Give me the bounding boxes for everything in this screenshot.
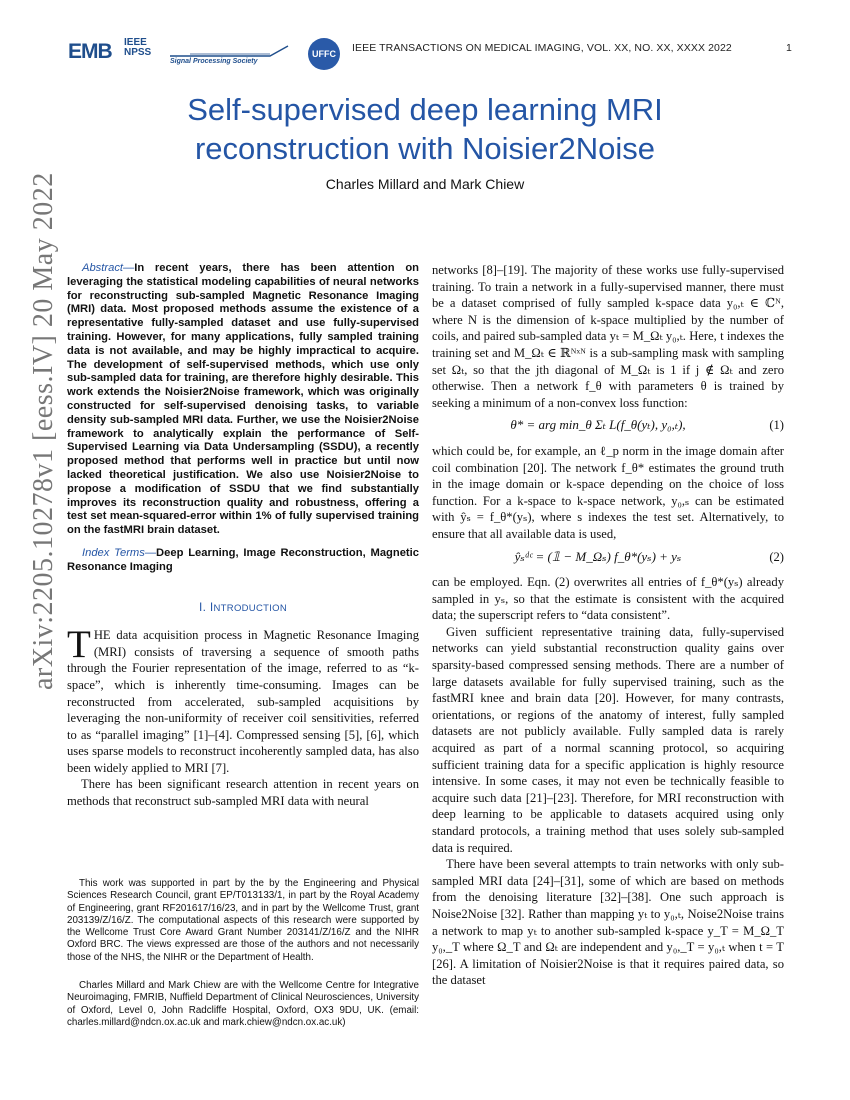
- authors: Charles Millard and Mark Chiew: [325, 176, 525, 192]
- npss-logo: IEEE NPSS: [124, 37, 152, 58]
- abstract-text: In recent years, there has been attention on leveraging the statistical modeling capabilities of neural networks for reconstructing sub-sampled Magnetic Resonance Imaging (MRI) data. Most proposed methods assume the existence of a representative fully-sampled dataset and use fully-supervised training. However, for many applications, fully sampled training data is not available, and may be highly impractical to acquire. The development of self-supervised methods, which use only sub-sampled data for training, are therefore highly desirable. This work extends the Noisier2Noise framework, which was originally constructed for self-supervised denoising tasks, to variable density sub-sampled MRI data. Further, we use the Noisier2Noise framework to analytically explain the performance of Self-Supervised Learning via Data Undersampling (SSDU), a recently proposed method that performs well in practice but until now lacked theoretical justification. We also use Noisier2Noise to propose a modification of SSDU that we find substantially improves its reconstruction quality and robustness, offering a test set mean-squared-error within 1% of fully supervised training on the fastMRI brain dataset.: [67, 262, 419, 537]
- drop-cap: T: [67, 623, 91, 667]
- society-logos: [68, 38, 343, 72]
- right-paragraph-2: which could be, for example, an ℓ_p norm in the image domain after coil combination [20]. The network f_θ* estimates the ground truth in the image domain or k-space depending on the choice of loss function. For a k-space to k-space network, y₀,ₛ can be estimated with ŷₛ = f_θ*(yₛ), where s indexes the test set. Alternatively, to ensure that all available data is used,: [432, 443, 784, 541]
- abstract-label: Abstract—: [82, 262, 135, 274]
- equation-1: [432, 417, 784, 434]
- equation-2-body: ŷₛᵈᶜ = (𝟙 − M_Ωₛ) f_θ*(yₛ) + yₛ: [514, 548, 682, 564]
- abstract: [67, 262, 419, 538]
- sps-logo: Signal Processing Society: [170, 44, 320, 70]
- left-column: [67, 262, 419, 810]
- page-number: 1: [786, 42, 792, 54]
- right-paragraph-5: There have been several attempts to train networks with only sub-sampled MRI data [24]–[31], some of which are based on methods from the denoising literature [32]–[38]. One such approach is Noise2Noise [32]. Rather than mapping yₜ to y₀,ₜ, Noise2Noise trains a network to map yₜ to another sub-sampled k-space y_T = M_Ω_T y₀,_T where Ω_T and Ωₜ are independent and y₀,_T = y₀,ₜ when t = T [26]. A limitation of Noisier2Noise is that it requires paired data, so the dataset: [432, 857, 784, 988]
- emb-logo: EMB: [68, 40, 112, 63]
- equation-1-body: θ* = arg min_θ Σₜ L(f_θ(yₜ), y₀,ₜ),: [510, 417, 686, 433]
- right-column: [432, 262, 784, 989]
- section-heading-introduction: I. INTRODUCTION: [198, 599, 288, 614]
- paper-title: Self-supervised deep learning MRI reconstruction with Noisier2Noise: [187, 92, 663, 166]
- intro-paragraph-2: There has been significant research attention in recent years on methods that reconstruct sub-sampled MRI data with neural: [67, 777, 419, 809]
- footnote-funding: This work was supported in part by the by the Engineering and Physical Sciences Research Council, grant EP/T013133/1, in part by the Royal Academy of Engineering, grant RF201617/16/23, and in part by the Wellcome Trust, grant 203139/Z/16/Z. The computational aspects of this research were supported by the Wellcome Trust Core Award Grant Number 203141/Z/16/Z and the NIHR Oxford BRC. The views expressed are those of the authors and not necessarily those of the NHS, the NIHR or the Department of Health.: [67, 878, 419, 963]
- equation-2-number: (2): [769, 549, 784, 564]
- right-paragraph-1: networks [8]–[19]. The majority of these works use fully-supervised training. To train a network in a fully-supervised manner, there must be a dataset comprised of fully sampled k-space data y₀,ₜ ∈ ℂᴺ, where N is the dimension of k-space multiplied by the number of coils, and paired sub-sampled data yₜ = M_Ωₜ y₀,ₜ. Here, t indexes the training set and M_Ωₜ ∈ ℝᴺˣᴺ is a sub-sampling mask with sampling set Ωₜ, so that the jth diagonal of M_Ωₜ is 1 if j ∉ Ωₜ and zero otherwise. Then a network f_θ with parameters θ is trained by seeking a minimum of a non-convex loss function:: [432, 263, 784, 410]
- intro-paragraph-1: THE data acquisition process in Magnetic Resonance Imaging (MRI) consists of traversing a sequence of smooth paths through the Fourier representation of the image, referred to as “k-space”, which is inherently time-consuming. Images can be reconstructed from accelerated, sub-sampled acquisitions by leveraging the non-uniformity of receiver coil sensitivities, referred to as “parallel imaging” [1]–[4]. Compressed sensing [5], [6], which uses sparse models to reconstruct incoherently sampled data, has also been widely applied to MRI [7].: [67, 623, 419, 775]
- index-terms-text: Deep Learning, Image Reconstruction, Magnetic Resonance Imaging: [67, 546, 419, 573]
- equation-2: [432, 549, 784, 566]
- right-paragraph-3: can be employed. Eqn. (2) overwrites all entries of f_θ*(yₛ) already sampled in yₛ, so that the estimate is consistent with the acquired data; the superscript refers to “data consistent”.: [432, 575, 784, 623]
- equation-1-number: (1): [769, 418, 784, 433]
- index-terms-label: Index Terms—: [82, 546, 157, 559]
- right-paragraph-4: Given sufficient representative training data, fully-supervised networks can yield substantial reconstruction quality gains over sparsity-based compressed sensing methods. There are a number of large datasets available for fully supervised training, such as the fastMRI knee and brain data [20]. However, for many contrasts, orientations, or regions of the anatomy of interest, fully sampled datasets are not publicly available. Fully sampled data is rarely acquired as part of a normal scanning protocol, so acquiring sufficient training data for a specific application is highly resource intensive. In some cases, it may not even be technically feasible to acquire such data [21]–[23]. Therefore, for MRI reconstruction with deep learning to be applicable to datasets acquired using only standard protocols, a training method that uses solely sub-sampled data is required.: [432, 624, 784, 855]
- index-terms: [67, 547, 419, 575]
- uffc-logo: UFFC: [308, 38, 340, 70]
- arxiv-stamp: arXiv:2205.10278v1 [eess.IV] 20 May 2022: [28, 172, 59, 690]
- journal-header: IEEE TRANSACTIONS ON MEDICAL IMAGING, VOL. XX, NO. XX, XXXX 2022: [352, 42, 732, 54]
- footnote-affiliation: Charles Millard and Mark Chiew are with the Wellcome Centre for Integrative Neuroimaging, FMRIB, Nuffield Department of Clinical Neurosciences, University of Oxford, Level 0, John Radcliffe Hospital, Oxford, OX3 9DU, UK. (email: charles.millard@ndcn.ox.ac.uk and mark.chiew@ndcn.ox.ac.uk): [67, 980, 419, 1028]
